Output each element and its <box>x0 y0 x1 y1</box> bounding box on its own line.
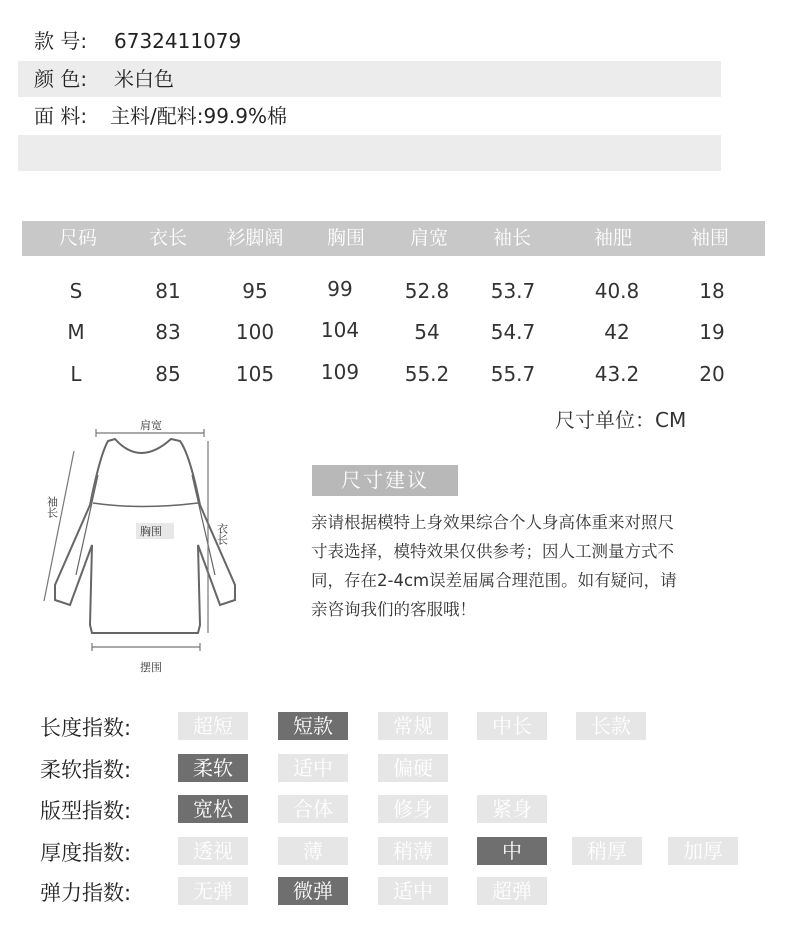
advice-title: 尺寸建议 <box>312 465 458 496</box>
measure-lines <box>44 429 208 651</box>
sleeve-label: 袖长 <box>45 496 59 518</box>
thickness-option-medium: 中 <box>477 837 547 865</box>
table-cell: 95 <box>242 279 268 303</box>
table-cell: 85 <box>155 362 181 386</box>
table-cell: 53.7 <box>490 279 536 303</box>
table-cell: 40.8 <box>594 279 640 303</box>
chest-label: 胸围 <box>140 525 162 538</box>
header-chest: 胸围 <box>326 227 366 249</box>
thickness-option-slightly-thick: 稍厚 <box>572 837 642 865</box>
shoulder-label: 肩宽 <box>140 419 162 432</box>
header-shoulder: 肩宽 <box>409 227 449 249</box>
fit-option-loose: 宽松 <box>178 795 248 823</box>
thickness-option-thick: 加厚 <box>668 837 738 865</box>
table-cell: 105 <box>235 362 275 386</box>
header-size: 尺码 <box>58 227 98 249</box>
elasticity-option-medium: 适中 <box>378 877 448 905</box>
advice-line: 寸表选择，模特效果仅供参考；因人工测量方式不 <box>311 542 674 561</box>
elasticity-index-label: 弹力指数: <box>40 881 132 905</box>
header-cuff: 袖围 <box>690 227 730 249</box>
fit-option-regular: 合体 <box>278 795 348 823</box>
softness-option-stiff: 偏硬 <box>378 754 448 782</box>
table-cell: 42 <box>604 320 630 344</box>
elasticity-option-super: 超弹 <box>477 877 547 905</box>
advice-text <box>311 508 731 624</box>
table-cell: 20 <box>699 362 725 386</box>
info-color-row <box>18 61 721 97</box>
size-unit-note: 尺寸单位：CM <box>555 408 687 432</box>
table-cell: 55.7 <box>490 362 536 386</box>
table-cell: S <box>69 279 83 303</box>
advice-line: 亲请根据模特上身效果综合个人身高体重来对照尺 <box>311 513 674 532</box>
softness-option-medium: 适中 <box>278 754 348 782</box>
size-table-header <box>22 221 765 256</box>
style-no-value: 6732411079 <box>114 29 242 53</box>
color-value: 米白色 <box>114 67 174 91</box>
advice-line: 同，存在2-4cm误差届属合理范围。如有疑问，请 <box>311 571 677 590</box>
length-option-long: 长款 <box>576 712 646 740</box>
hem-label: 摆围 <box>140 661 162 674</box>
table-cell: 104 <box>320 318 360 342</box>
table-cell: 19 <box>699 320 725 344</box>
table-cell: 109 <box>320 360 360 384</box>
softness-option-soft: 柔软 <box>178 754 248 782</box>
elasticity-option-slight: 微弹 <box>278 877 348 905</box>
table-cell: 52.8 <box>404 279 450 303</box>
softness-index-label: 柔软指数: <box>40 758 132 782</box>
info-fabric-row <box>18 98 721 134</box>
fit-option-slim: 修身 <box>378 795 448 823</box>
table-cell: M <box>67 320 85 344</box>
header-length: 衣长 <box>148 227 188 249</box>
thickness-option-slightly-thin: 稍薄 <box>378 837 448 865</box>
fit-index-label: 版型指数: <box>40 799 132 823</box>
table-cell: 54.7 <box>490 320 536 344</box>
table-cell: 18 <box>699 279 725 303</box>
fit-option-tight: 紧身 <box>477 795 547 823</box>
table-cell: 54 <box>414 320 440 344</box>
info-style-row <box>18 23 721 59</box>
info-blank-row <box>18 135 721 171</box>
thickness-option-sheer: 透视 <box>178 837 248 865</box>
table-cell: 43.2 <box>594 362 640 386</box>
table-cell: 83 <box>155 320 181 344</box>
fabric-value: 主料/配料:99.9%棉 <box>110 104 288 128</box>
length-label: 衣长 <box>215 523 229 545</box>
garment-diagram <box>30 415 250 680</box>
fabric-label: 面 料: <box>34 104 88 128</box>
header-bicep: 袖肥 <box>593 227 633 249</box>
table-cell: 55.2 <box>404 362 450 386</box>
advice-line: 亲咨询我们的客服哦！ <box>311 600 476 619</box>
length-option-ultra-short: 超短 <box>178 712 248 740</box>
length-index-label: 长度指数: <box>40 716 132 740</box>
table-cell: 81 <box>155 279 181 303</box>
table-cell: L <box>70 362 82 386</box>
length-option-regular: 常规 <box>378 712 448 740</box>
thickness-option-thin: 薄 <box>278 837 348 865</box>
style-no-label: 款 号: <box>34 29 88 53</box>
color-label: 颜 色: <box>34 67 88 91</box>
thickness-index-label: 厚度指数: <box>40 841 132 865</box>
table-cell: 99 <box>327 277 353 301</box>
length-option-short: 短款 <box>278 712 348 740</box>
header-sleeve-length: 袖长 <box>492 227 532 249</box>
table-cell: 100 <box>235 320 275 344</box>
header-hem-width: 衫脚阔 <box>226 227 284 249</box>
length-option-mid-long: 中长 <box>477 712 547 740</box>
elasticity-option-none: 无弹 <box>178 877 248 905</box>
